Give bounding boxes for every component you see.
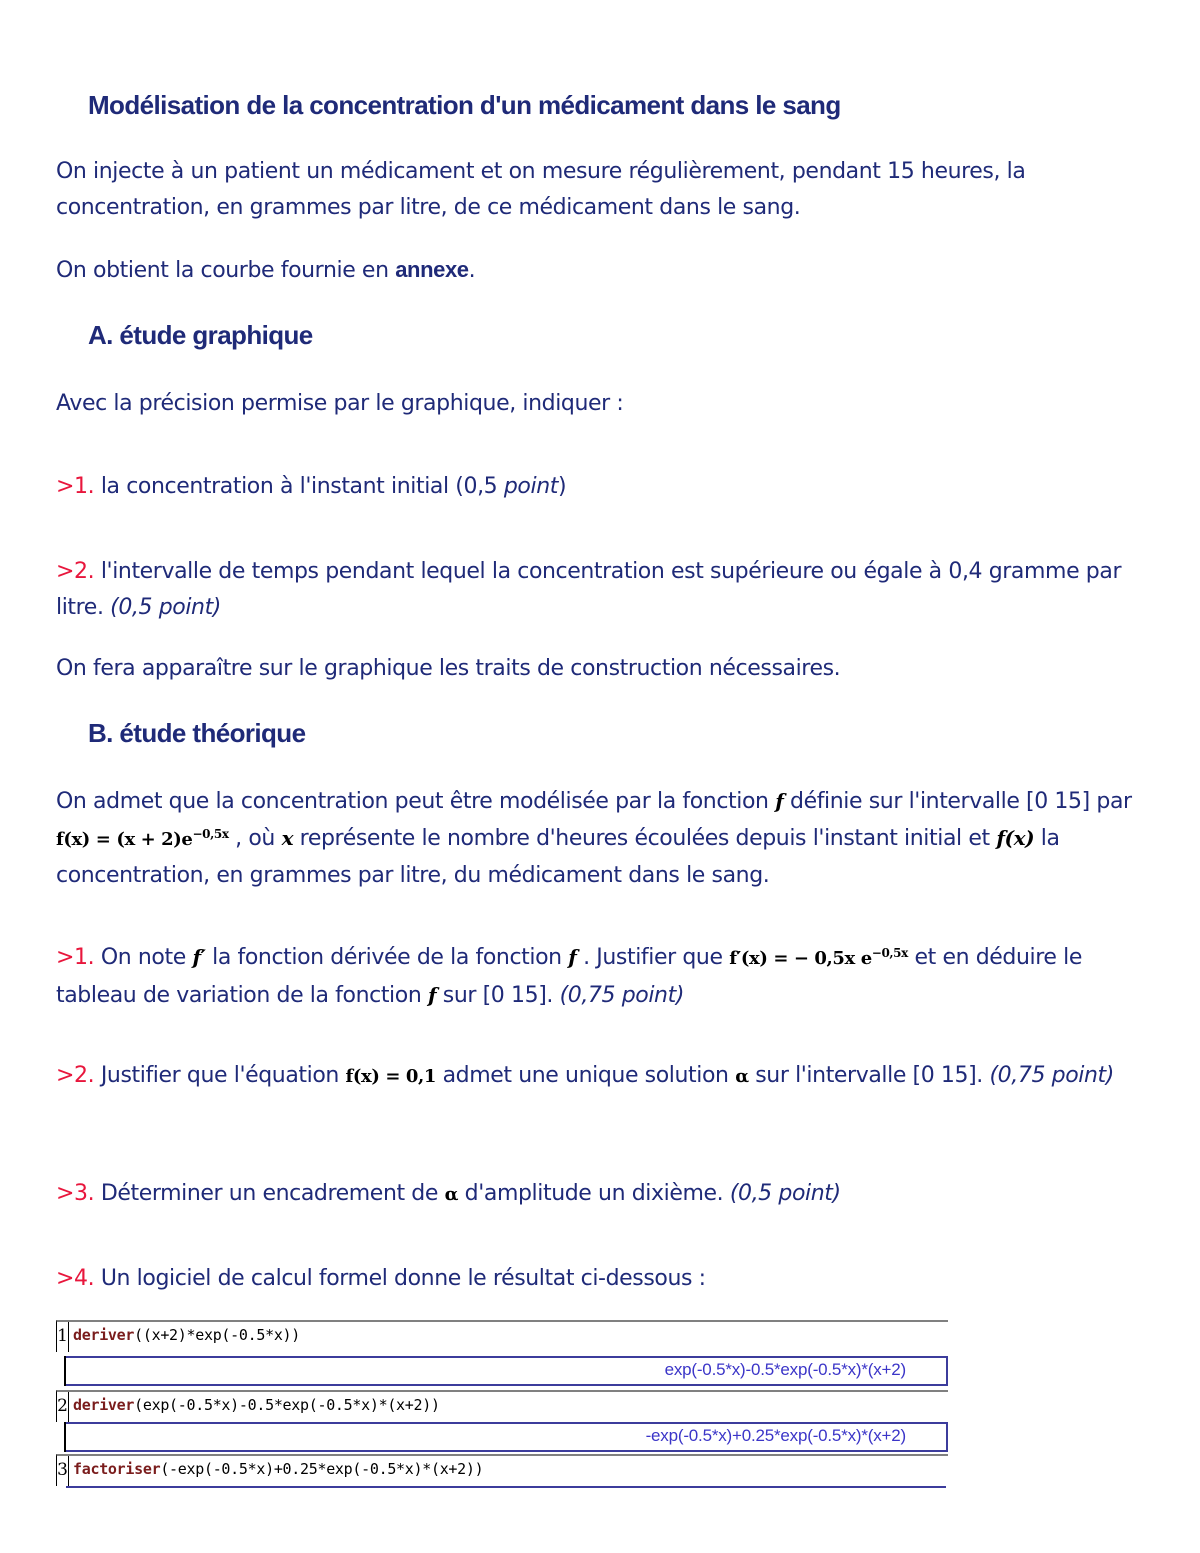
model-paragraph <box>56 783 1146 894</box>
cas-result-row <box>66 1422 948 1452</box>
question-number: >1. <box>56 945 95 970</box>
text: admet une unique solution <box>436 1063 736 1088</box>
text: la concentration, en grammes par litre, du médicament dans le sang. <box>56 826 1060 888</box>
formula-equation: f(x) = 0,1 <box>345 1066 436 1087</box>
intro-paragraph: On injecte à un patient un médicament et on mesure régulièrement, pendant 15 heures, la concentration, en grammes par litre, de ce médicament dans le sang. <box>56 159 1026 220</box>
points-label: (0,5 point) <box>729 1181 841 1206</box>
cas-result: exp(-0.5*x)-0.5*exp(-0.5*x)*(x+2) <box>664 1360 906 1379</box>
question-number: >2. <box>56 559 95 584</box>
math-alpha: α <box>444 1184 459 1205</box>
question-text: ) <box>557 474 567 499</box>
cas-command-row <box>56 1390 948 1422</box>
question-text: l'intervalle de temps pendant lequel la concentration est supérieure ou égale à 0,4 gramme par litre. <box>56 559 1122 620</box>
text: la fonction dérivée de la fonction <box>205 945 569 970</box>
cas-args: (-exp(-0.5*x)+0.25*exp(-0.5*x)*(x+2)) <box>160 1460 484 1478</box>
cas-row-index: 1 <box>57 1322 69 1352</box>
annex-text: On obtient la courbe fournie en <box>56 258 396 283</box>
question-a1 <box>56 469 1146 505</box>
cas-command-row <box>56 1320 948 1352</box>
question-number: >2. <box>56 1063 95 1088</box>
cas-result: -exp(-0.5*x)+0.25*exp(-0.5*x)*(x+2) <box>645 1426 906 1445</box>
question-number: >4. <box>56 1266 95 1291</box>
text: définie sur l'intervalle [0 15] par <box>783 789 1132 814</box>
formula-fprime <box>729 948 908 969</box>
cas-row-index: 3 <box>57 1456 69 1486</box>
text: , où <box>228 826 282 851</box>
text: sur [0 15]. <box>436 983 560 1008</box>
section-a-heading: A. étude graphique <box>88 320 313 350</box>
annex-paragraph <box>56 252 1146 289</box>
cas-row-index: 2 <box>57 1392 69 1422</box>
cas-result-row <box>66 1356 948 1386</box>
cas-result-edge <box>66 1486 946 1488</box>
question-b1 <box>56 939 1146 1014</box>
math-fprime: f′ <box>192 945 206 969</box>
question-number: >1. <box>56 474 95 499</box>
cas-command <box>73 1460 483 1478</box>
cas-args: ((x+2)*exp(-0.5*x)) <box>134 1326 301 1344</box>
points-label: point <box>503 474 558 499</box>
construction-note: On fera apparaître sur le graphique les traits de construction nécessaires. <box>56 656 841 681</box>
formula-base: f(x) = (x + 2)e <box>56 829 193 850</box>
points-label: (0,75 point) <box>989 1063 1114 1088</box>
annex-link[interactable]: annexe <box>395 257 469 282</box>
text: Un logiciel de calcul formel donne le résultat ci-dessous : <box>94 1266 706 1291</box>
question-b4 <box>56 1261 1146 1297</box>
question-b3 <box>56 1176 1146 1213</box>
question-text: la concentration à l'instant initial (0,5 <box>94 474 504 499</box>
text: Justifier que l'équation <box>94 1063 346 1088</box>
question-a2 <box>56 554 1146 626</box>
text: représente le nombre d'heures écoulées depuis l'instant initial et <box>293 826 997 851</box>
math-alpha: α <box>735 1066 749 1087</box>
cas-args: (exp(-0.5*x)-0.5*exp(-0.5*x)*(x+2)) <box>134 1396 440 1414</box>
question-number: >3. <box>56 1181 95 1206</box>
math-x: x <box>281 826 294 850</box>
cas-result-marker <box>64 1356 66 1386</box>
page-title: Modélisation de la concentration d'un médicament dans le sang <box>88 90 841 120</box>
formula-f <box>56 829 229 850</box>
formula-base: f′(x) = − 0,5x e <box>729 948 872 969</box>
text: et en déduire le tableau de variation de la fonction <box>56 945 1082 1008</box>
cas-result-marker <box>64 1422 66 1452</box>
cas-command-row <box>56 1454 948 1486</box>
section-a-lead: Avec la précision permise par le graphique, indiquer : <box>56 391 624 416</box>
text: Déterminer un encadrement de <box>94 1181 445 1206</box>
cas-keyword: deriver <box>73 1396 135 1414</box>
question-b2 <box>56 1058 1146 1095</box>
points-label: (0,75 point) <box>559 983 685 1008</box>
points-label: (0,5 point) <box>110 595 221 620</box>
cas-command <box>73 1326 300 1344</box>
math-f: f <box>775 789 784 813</box>
cas-keyword: deriver <box>73 1326 135 1344</box>
text: On note <box>94 945 193 970</box>
formula-exponent: −0,5x <box>871 946 908 960</box>
math-f: f <box>568 945 577 969</box>
annex-period: . <box>468 258 476 283</box>
text: On admet que la concentration peut être modélisée par la fonction <box>56 789 776 814</box>
math-fx: f(x) <box>996 826 1035 850</box>
text: d'amplitude un dixième. <box>458 1181 730 1206</box>
text: . Justifier que <box>576 945 730 970</box>
section-b-heading: B. étude théorique <box>88 718 306 748</box>
cas-command <box>73 1396 440 1414</box>
text: sur l'intervalle [0 15]. <box>748 1063 990 1088</box>
math-f: f <box>427 983 437 1007</box>
cas-keyword: factoriser <box>73 1460 161 1478</box>
cas-screenshot <box>56 1320 948 1496</box>
formula-exponent: −0,5x <box>192 827 229 841</box>
